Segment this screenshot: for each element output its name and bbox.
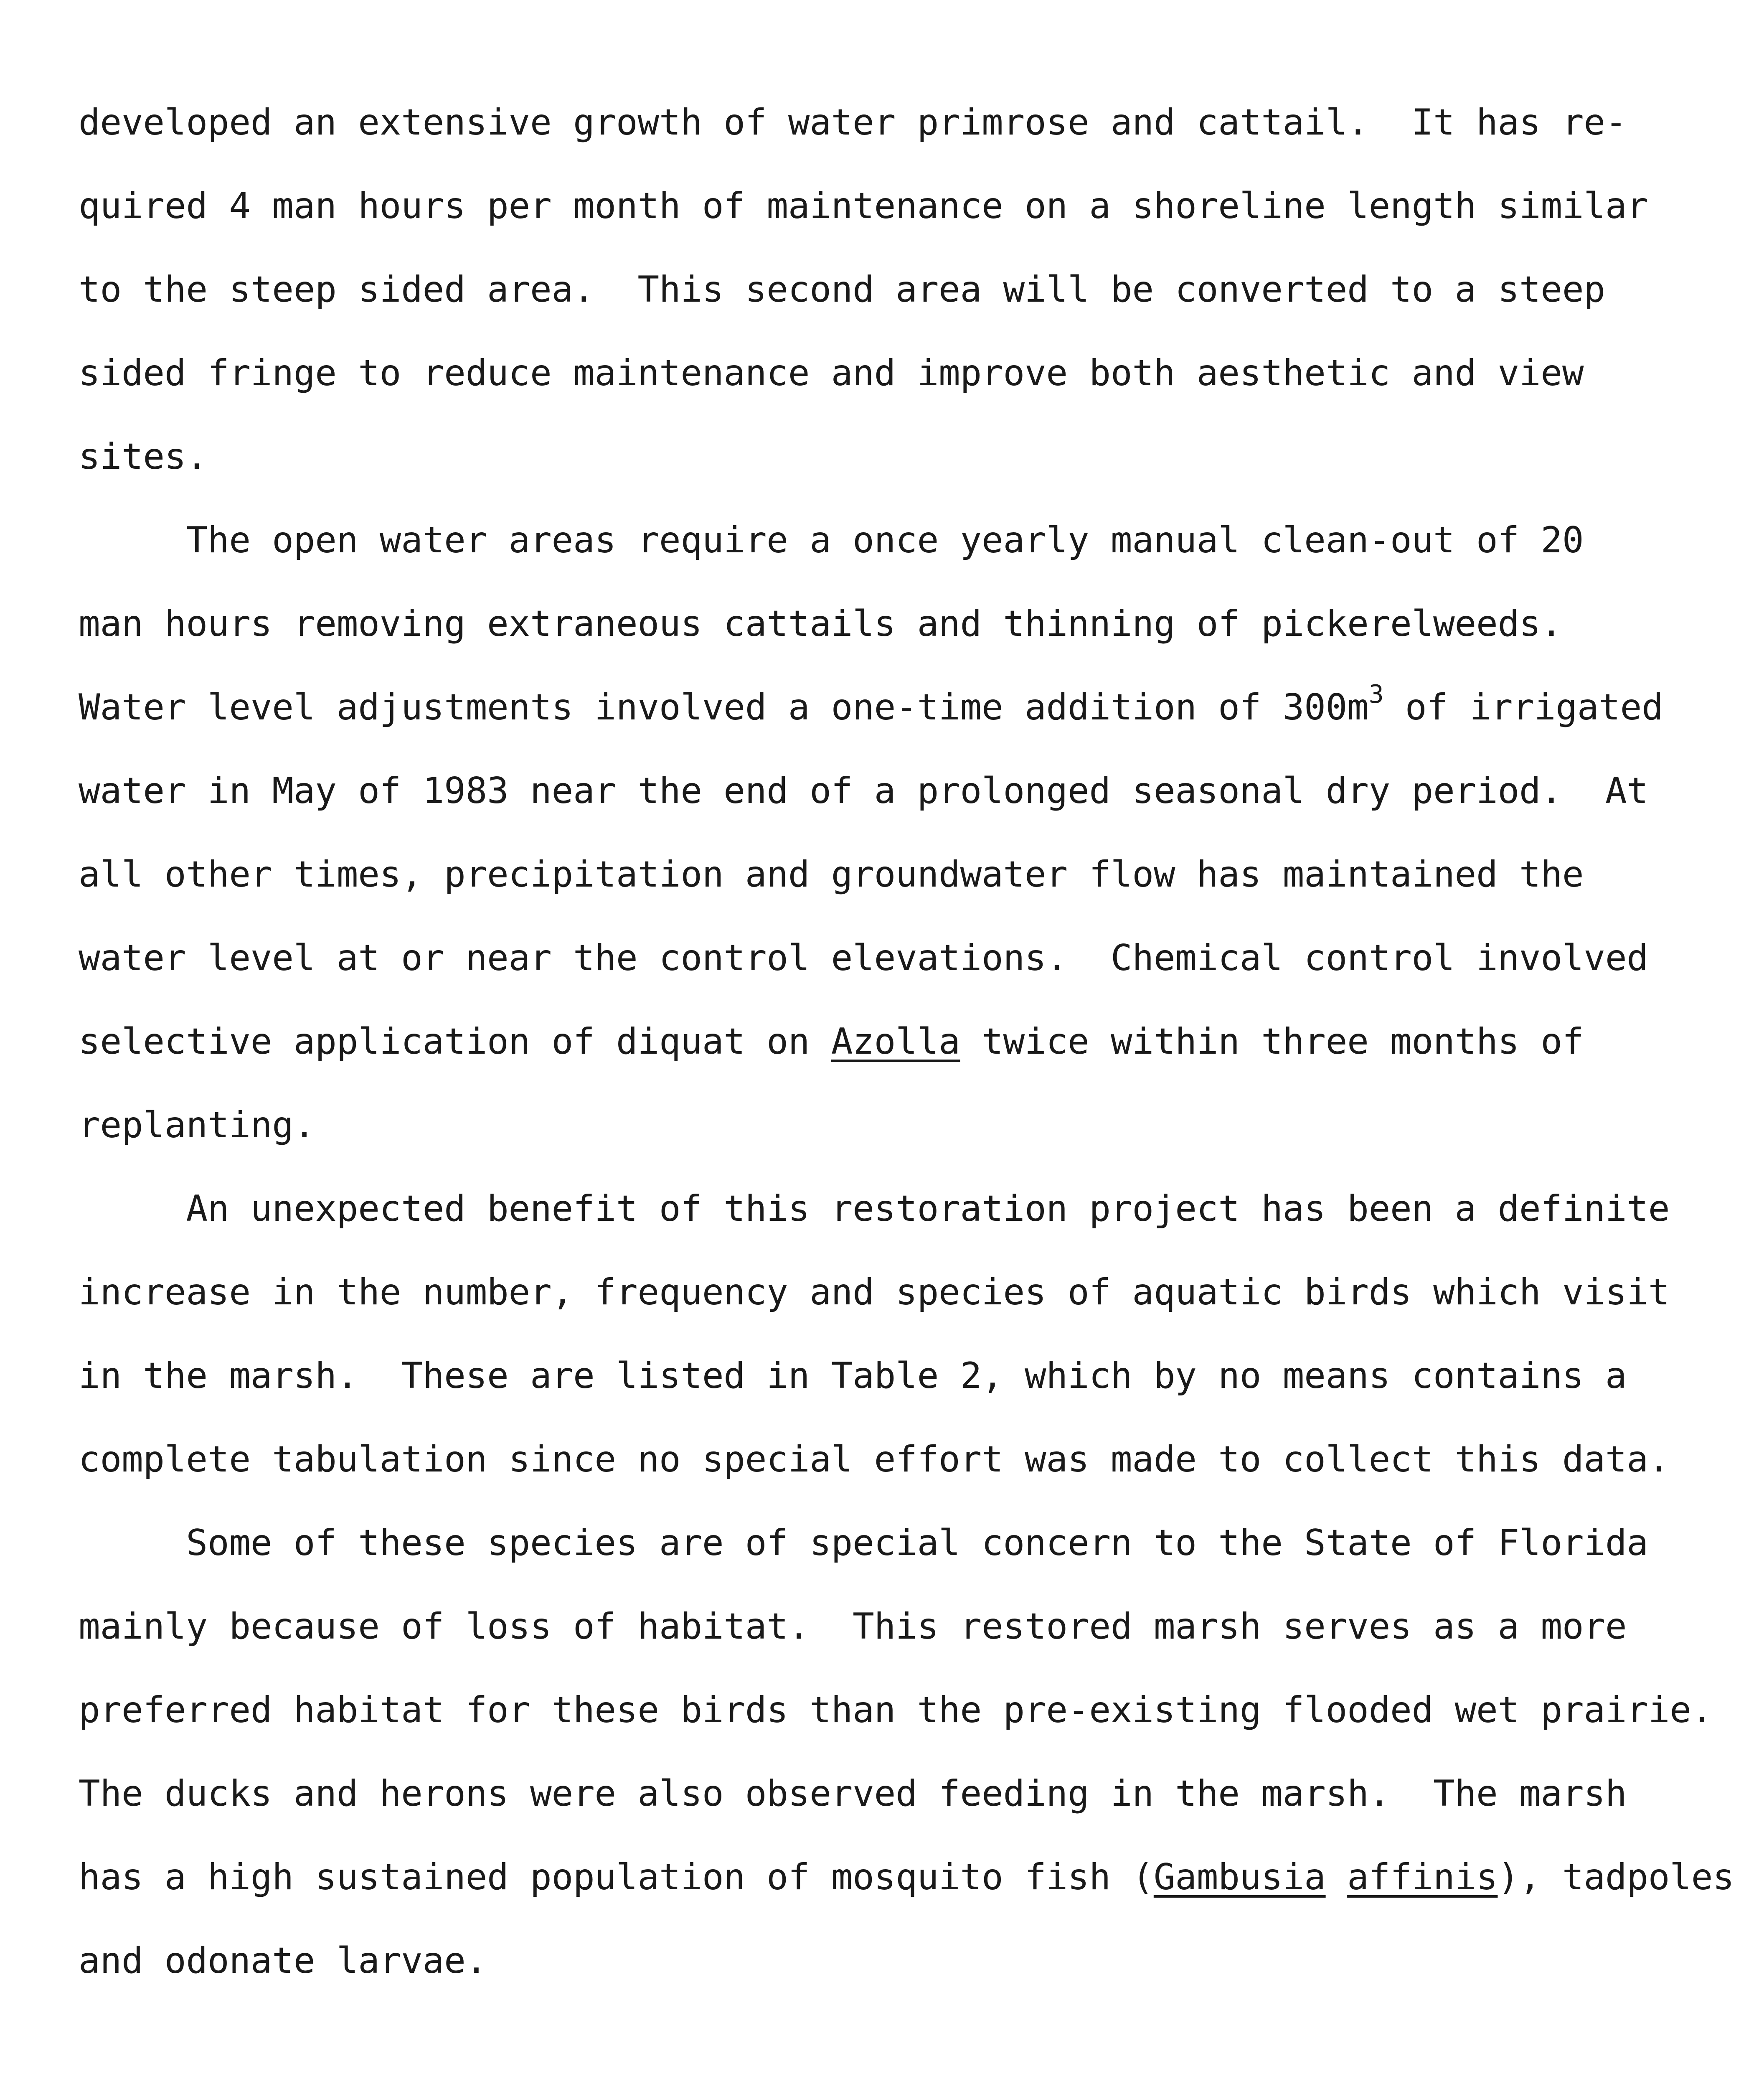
text-line: complete tabulation since no special effort was made to collect this data.: [79, 1438, 1670, 1480]
text-line: The open water areas require a once yearly manual clean-out of 20: [79, 519, 1584, 561]
text-fragment: selective application of diquat on: [79, 1021, 831, 1062]
text-line: man hours removing extraneous cattails and thinning of pickerelweeds.: [79, 603, 1562, 645]
text-line: preferred habitat for these birds than the pre-existing flooded wet prairie.: [79, 1689, 1713, 1731]
text-line: and odonate larvae.: [79, 1940, 487, 1982]
text-line: water level at or near the control elevations. Chemical control involved: [79, 937, 1648, 979]
text-line: [79, 1021, 1584, 1062]
text-line: replanting.: [79, 1104, 315, 1146]
text-fragment: has a high sustained population of mosquito fish (: [79, 1856, 1154, 1898]
text-line: [79, 680, 1663, 728]
text-space: [1326, 1856, 1347, 1898]
text-line: developed an extensive growth of water primrose and cattail. It has re-: [79, 102, 1627, 143]
text-line: quired 4 man hours per month of maintenance on a shoreline length similar: [79, 185, 1648, 227]
text-line: increase in the number, frequency and species of aquatic birds which visit: [79, 1271, 1670, 1313]
superscript-exponent: 3: [1368, 680, 1384, 709]
text-line: An unexpected benefit of this restoration project has been a definite: [79, 1188, 1670, 1230]
text-line: sites.: [79, 436, 208, 478]
text-line: water in May of 1983 near the end of a prolonged seasonal dry period. At: [79, 770, 1648, 812]
text-fragment: of irrigated: [1383, 686, 1663, 728]
species-name-epithet: affinis: [1347, 1856, 1498, 1898]
text-line: all other times, precipitation and groundwater flow has maintained the: [79, 854, 1584, 895]
text-line: [79, 1856, 1734, 1898]
text-line: to the steep sided area. This second area will be converted to a steep: [79, 269, 1605, 310]
text-line: in the marsh. These are listed in Table 2, which by no means contains a: [79, 1355, 1627, 1397]
text-line: The ducks and herons were also observed feeding in the marsh. The marsh: [79, 1773, 1627, 1815]
text-line: sided fringe to reduce maintenance and improve both aesthetic and view: [79, 352, 1584, 394]
species-name-genus: Gambusia: [1153, 1856, 1326, 1898]
text-line: Some of these species are of special concern to the State of Florida: [79, 1522, 1648, 1564]
text-line: mainly because of loss of habitat. This restored marsh serves as a more: [79, 1606, 1627, 1647]
text-fragment: twice within three months of: [960, 1021, 1584, 1062]
species-name-azolla: Azolla: [831, 1021, 960, 1062]
text-fragment: ), tadpoles: [1497, 1856, 1734, 1898]
text-fragment: Water level adjustments involved a one-time addition of 300m: [79, 686, 1369, 728]
